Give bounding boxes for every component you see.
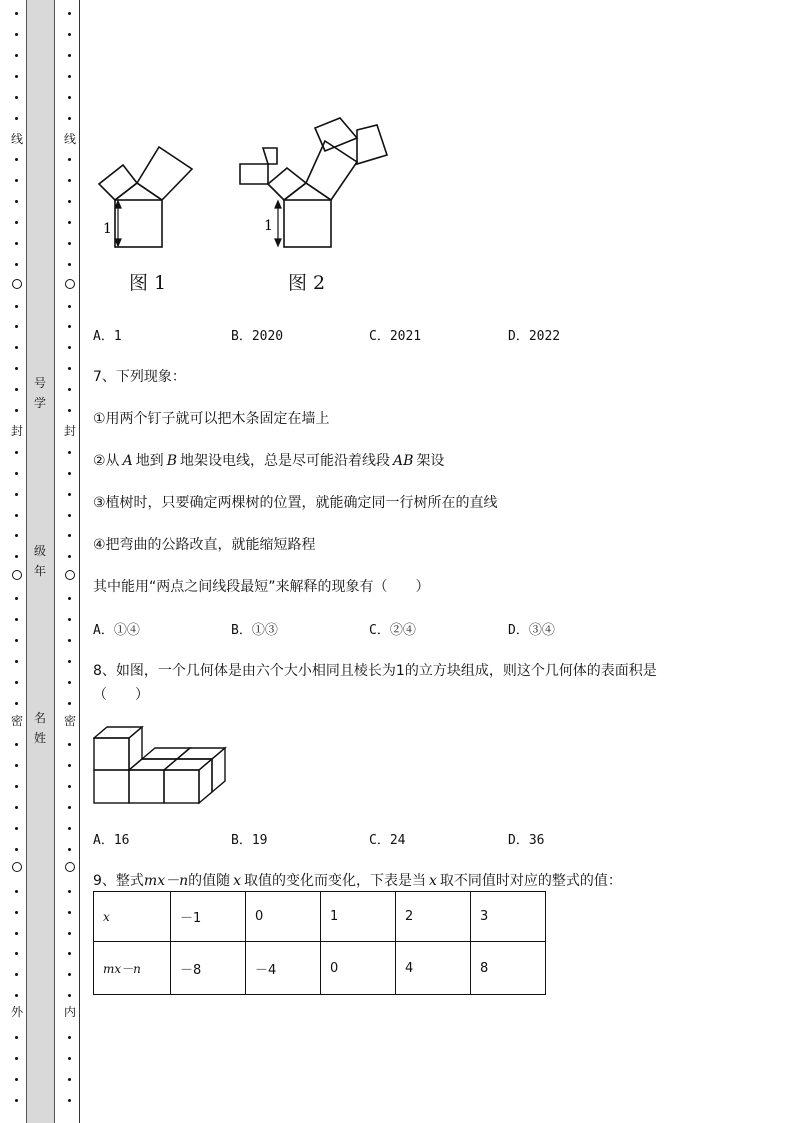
margin-dot xyxy=(68,555,71,558)
margin-dot xyxy=(15,1099,18,1102)
q7-item-2-lead: ②从 xyxy=(93,453,120,469)
fig2-base-square xyxy=(284,200,331,247)
margin-dot xyxy=(15,388,18,391)
margin-mark-secret-left: 密 xyxy=(10,714,23,728)
margin-mark-inner: 内 xyxy=(63,1005,76,1019)
margin-dot xyxy=(68,200,71,203)
q9-mid-1: 的值随 xyxy=(188,873,231,889)
q9-prefix: 9、整式 xyxy=(93,873,144,889)
q6-option-a[interactable]: A．1 xyxy=(93,329,122,344)
q9-value-table xyxy=(93,891,546,995)
q9-title xyxy=(93,870,622,890)
margin-dot xyxy=(15,702,18,705)
margin-mark-line-left: 线 xyxy=(10,132,23,146)
margin-dot xyxy=(15,639,18,642)
margin-dot xyxy=(15,534,18,537)
margin-mark-line-right: 线 xyxy=(63,132,76,146)
fig2-arrow-head xyxy=(275,239,281,246)
cube-front-1 xyxy=(94,770,129,803)
margin-circle xyxy=(12,570,22,580)
cube-top-right xyxy=(129,727,142,770)
q8-option-d[interactable]: D．36 xyxy=(508,833,545,848)
margin-dot xyxy=(15,514,18,517)
student-number-label: 号学 xyxy=(33,376,46,410)
margin-dot xyxy=(15,33,18,36)
q7-option-c[interactable]: C．②④ xyxy=(369,623,416,638)
margin-dot xyxy=(68,409,71,412)
q7-item-2-tail: 地架设电线，总是尽可能沿着线段 xyxy=(179,453,390,469)
fig1-side-label: 1 xyxy=(103,221,112,237)
fig2-right-square xyxy=(306,141,357,200)
margin-dot xyxy=(68,1036,71,1039)
margin-dot xyxy=(15,681,18,684)
fig1-arrow-head xyxy=(115,201,121,208)
q8-option-c[interactable]: C．24 xyxy=(369,833,406,848)
fig1-triangle-edge xyxy=(115,183,137,200)
table-cell: 8 xyxy=(471,942,546,995)
q7-title: 7、下列现象： xyxy=(93,369,186,385)
margin-dot xyxy=(15,1036,18,1039)
margin-dot xyxy=(15,493,18,496)
table-row xyxy=(94,892,546,942)
q6-option-d[interactable]: D．2022 xyxy=(508,329,561,344)
fig1-caption: 图 1 xyxy=(129,272,167,294)
table-cell: －8 xyxy=(171,942,246,995)
table-cell: －1 xyxy=(171,892,246,942)
table-cell: 0 xyxy=(246,892,321,942)
margin-dot xyxy=(68,952,71,955)
margin-dot xyxy=(15,764,18,767)
margin-dot xyxy=(68,806,71,809)
margin-dot xyxy=(15,597,18,600)
margin-dot xyxy=(15,451,18,454)
margin-dot xyxy=(15,200,18,203)
margin-dot xyxy=(15,12,18,15)
pythagoras-figures xyxy=(93,110,393,300)
margin-dot xyxy=(15,1057,18,1060)
margin-dot xyxy=(68,221,71,224)
fig2-left-square xyxy=(268,168,306,200)
margin-dot xyxy=(15,346,18,349)
q7-question: 其中能用“两点之间线段最短”来解释的现象有（ ） xyxy=(93,579,430,595)
margin-dot xyxy=(68,681,71,684)
margin-dot xyxy=(15,806,18,809)
name-label: 名姓 xyxy=(33,711,46,745)
margin-dot xyxy=(68,242,71,245)
margin-dot xyxy=(68,325,71,328)
margin-dot xyxy=(15,911,18,914)
q9-variable-x-2: x xyxy=(429,873,437,889)
margin-dot xyxy=(15,96,18,99)
margin-dot xyxy=(15,242,18,245)
margin-dot xyxy=(68,1057,71,1060)
margin-dot xyxy=(68,305,71,308)
q6-option-c[interactable]: C．2021 xyxy=(369,329,422,344)
margin-dot xyxy=(15,117,18,120)
margin-mark-secret-right: 密 xyxy=(63,714,76,728)
fig1-right-square xyxy=(137,147,192,200)
margin-dot xyxy=(68,848,71,851)
fig2-triangle-edge xyxy=(306,183,331,200)
margin-dot xyxy=(68,96,71,99)
q9-variable-x: x xyxy=(233,873,242,889)
margin-dot xyxy=(68,743,71,746)
margin-dot xyxy=(68,1078,71,1081)
margin-dot xyxy=(15,785,18,788)
fig2-caption: 图 2 xyxy=(288,272,326,294)
margin-dot xyxy=(68,514,71,517)
table-header-x: x xyxy=(94,892,171,942)
margin-dot xyxy=(15,952,18,955)
margin-dot xyxy=(68,117,71,120)
margin-dot xyxy=(68,597,71,600)
margin-dot xyxy=(68,764,71,767)
table-cell: 3 xyxy=(471,892,546,942)
margin-dot xyxy=(68,12,71,15)
margin-dot xyxy=(68,890,71,893)
q8-options xyxy=(93,829,693,847)
margin-dot xyxy=(68,33,71,36)
fig2-small-left-square xyxy=(240,164,268,184)
q7-item-2 xyxy=(93,450,444,470)
margin-dot xyxy=(68,388,71,391)
margin-dot xyxy=(68,54,71,57)
margin-dot xyxy=(68,346,71,349)
margin-rule xyxy=(79,0,80,1123)
margin-dot xyxy=(15,994,18,997)
margin-dot xyxy=(15,848,18,851)
q7-item-3: ③植树时，只要确定两棵树的位置，就能确定同一行树所在的直线 xyxy=(93,495,498,511)
margin-dot xyxy=(15,325,18,328)
margin-dot xyxy=(68,973,71,976)
point-a: A xyxy=(122,453,133,469)
margin-dot xyxy=(68,911,71,914)
margin-dot xyxy=(15,472,18,475)
table-cell: 1 xyxy=(321,892,396,942)
margin-dot xyxy=(15,973,18,976)
q8-blank: （ ） xyxy=(93,687,149,703)
pythagoras-tree-diagram xyxy=(93,110,393,260)
margin-circle xyxy=(12,862,22,872)
q7-option-a[interactable]: A．①④ xyxy=(93,623,140,638)
margin-dot xyxy=(15,743,18,746)
q7-item-2-end: 架设 xyxy=(416,453,445,469)
segment-ab: AB xyxy=(392,453,414,469)
cube-front-3 xyxy=(164,770,199,803)
margin-mark-seal-right: 封 xyxy=(63,424,76,438)
margin-dot xyxy=(15,409,18,412)
q6-options xyxy=(93,325,693,343)
q8-title: 8、如图，一个几何体是由六个大小相同且棱长为1的立方块组成，则这个几何体的表面积是 xyxy=(93,663,657,679)
table-header-expr: mx－n xyxy=(94,942,171,995)
margin-dot xyxy=(15,221,18,224)
q7-item-2-mid: 地到 xyxy=(135,453,164,469)
margin-dot xyxy=(15,618,18,621)
q7-item-4: ④把弯曲的公路改直，就能缩短路程 xyxy=(93,537,316,553)
point-b: B xyxy=(166,453,177,469)
margin-dot xyxy=(68,75,71,78)
margin-dot xyxy=(68,932,71,935)
margin-dot xyxy=(68,179,71,182)
margin-dot xyxy=(68,263,71,266)
q7-option-d[interactable]: D．③④ xyxy=(508,623,555,638)
margin-dot xyxy=(68,493,71,496)
table-row xyxy=(94,942,546,995)
margin-dot xyxy=(68,472,71,475)
margin-mark-outer: 外 xyxy=(10,1005,23,1019)
q9-suffix: 取不同值时对应的整式的值： xyxy=(439,873,622,889)
margin-dot xyxy=(15,158,18,161)
fig2-side-label: 1 xyxy=(264,218,273,234)
cube-stack-figure xyxy=(93,726,233,806)
margin-dot xyxy=(15,890,18,893)
margin-dot xyxy=(68,158,71,161)
margin-mark-seal-left: 封 xyxy=(10,424,23,438)
table-cell: 0 xyxy=(321,942,396,995)
margin-dot xyxy=(68,660,71,663)
margin-dot xyxy=(15,367,18,370)
q9-expression: mx－n xyxy=(143,873,189,889)
q7-item-1: ①用两个钉子就可以把木条固定在墙上 xyxy=(93,411,330,427)
margin-dot xyxy=(15,305,18,308)
fig1-arrow-head xyxy=(115,239,121,246)
margin-dot xyxy=(68,785,71,788)
fig2-triangle-edge xyxy=(284,183,306,200)
margin-dot xyxy=(68,1099,71,1102)
margin-circle xyxy=(12,279,22,289)
fig2-top-left-square xyxy=(315,118,357,151)
margin-dot xyxy=(68,827,71,830)
q7-option-b[interactable]: B．①③ xyxy=(231,623,278,638)
cube-right-face xyxy=(199,759,212,803)
q8-option-a[interactable]: A．16 xyxy=(93,833,130,848)
fig1-left-square xyxy=(99,165,137,200)
fig1-triangle-edge xyxy=(137,183,162,200)
cube-right-back-face xyxy=(212,748,225,792)
margin-dot xyxy=(15,660,18,663)
margin-dot xyxy=(15,827,18,830)
margin-dot xyxy=(15,75,18,78)
fig2-small-top-square xyxy=(263,148,277,164)
margin-dot xyxy=(68,994,71,997)
fig1-base-square xyxy=(115,200,162,247)
margin-dot xyxy=(15,54,18,57)
table-cell: －4 xyxy=(246,942,321,995)
margin-circle xyxy=(65,279,75,289)
q8-option-b[interactable]: B．19 xyxy=(231,833,268,848)
q9-mid-2: 取值的变化而变化，下表是当 xyxy=(244,873,427,889)
margin-dot xyxy=(15,263,18,266)
table-cell: 2 xyxy=(396,892,471,942)
fig2-top-right-square xyxy=(357,125,387,164)
cube-edge xyxy=(177,748,190,759)
binding-margin xyxy=(0,0,82,1123)
q6-option-b[interactable]: B．2020 xyxy=(231,329,284,344)
margin-circle xyxy=(65,862,75,872)
margin-dot xyxy=(15,932,18,935)
margin-dot xyxy=(68,367,71,370)
cube-top-front xyxy=(94,738,129,770)
margin-dot xyxy=(68,618,71,621)
fig2-arrow-head xyxy=(275,201,281,208)
table-cell: 4 xyxy=(396,942,471,995)
cube-front-2 xyxy=(129,770,164,803)
margin-dot xyxy=(15,179,18,182)
grade-label: 级年 xyxy=(33,544,46,578)
margin-dot xyxy=(68,639,71,642)
margin-circle xyxy=(65,570,75,580)
q7-options xyxy=(93,619,693,637)
margin-dot xyxy=(15,1078,18,1081)
margin-dot xyxy=(68,534,71,537)
margin-dot xyxy=(15,555,18,558)
margin-dot xyxy=(68,451,71,454)
margin-dot xyxy=(68,702,71,705)
